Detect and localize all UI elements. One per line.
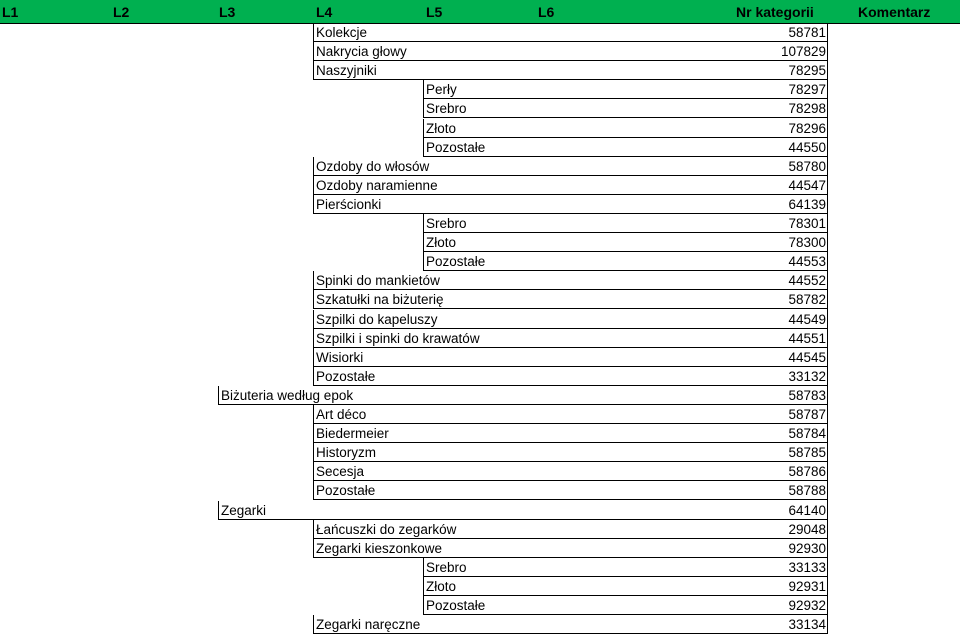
table-row xyxy=(0,405,960,424)
table-row xyxy=(0,481,960,500)
category-number[interactable]: 44547 xyxy=(788,177,826,193)
category-name[interactable]: Szpilki do kapeluszy xyxy=(313,310,828,329)
table-row xyxy=(0,195,960,214)
category-number[interactable]: 78298 xyxy=(788,101,826,117)
table-row xyxy=(0,42,960,61)
category-name[interactable]: Zegarki naręczne xyxy=(313,615,828,634)
category-name[interactable]: Pozostałe xyxy=(423,596,828,615)
category-number[interactable]: 58785 xyxy=(788,445,826,461)
category-name[interactable]: Art déco xyxy=(313,405,828,424)
category-number[interactable]: 92931 xyxy=(788,578,826,594)
category-name[interactable]: Złoto xyxy=(423,233,828,252)
category-name[interactable]: Pozostałe xyxy=(423,138,828,157)
table-row xyxy=(0,443,960,462)
category-number[interactable]: 107829 xyxy=(780,44,826,60)
column-border xyxy=(827,23,828,634)
table-row xyxy=(0,596,960,615)
table-row xyxy=(0,214,960,233)
category-number[interactable]: 78301 xyxy=(788,216,826,231)
category-number[interactable]: 92930 xyxy=(788,540,826,556)
category-name[interactable]: Perły xyxy=(423,80,828,99)
category-name[interactable]: Kolekcje xyxy=(313,23,828,42)
header-komentarz[interactable]: Komentarz xyxy=(858,4,931,20)
category-name[interactable]: Pozostałe xyxy=(313,481,828,500)
category-number[interactable]: 58784 xyxy=(788,426,826,442)
table-row xyxy=(0,138,960,157)
table-row xyxy=(0,310,960,329)
category-name[interactable]: Szpilki i spinki do krawatów xyxy=(313,329,828,348)
category-name[interactable]: Pozostałe xyxy=(313,367,828,386)
header-row xyxy=(0,0,960,24)
category-name[interactable]: Wisiorki xyxy=(313,348,828,367)
header-l6[interactable]: L6 xyxy=(538,4,555,20)
category-number[interactable]: 33134 xyxy=(788,617,826,633)
category-number[interactable]: 64139 xyxy=(788,196,826,212)
category-number[interactable]: 33133 xyxy=(788,559,826,575)
table-row xyxy=(0,252,960,271)
category-name[interactable]: Naszyjniki xyxy=(313,61,828,80)
category-number[interactable]: 78296 xyxy=(788,120,826,136)
category-number[interactable]: 78297 xyxy=(788,82,826,98)
category-name[interactable]: Pierścionki xyxy=(313,195,828,214)
header-l3[interactable]: L3 xyxy=(219,4,236,20)
category-name[interactable]: Srebro xyxy=(423,558,828,577)
category-name[interactable]: Złoto xyxy=(423,119,828,138)
category-number[interactable]: 64140 xyxy=(788,502,826,518)
table-row xyxy=(0,558,960,577)
table-row xyxy=(0,99,960,118)
category-number[interactable]: 44552 xyxy=(788,273,826,289)
category-number[interactable]: 44550 xyxy=(788,139,826,155)
category-number[interactable]: 44551 xyxy=(788,330,826,346)
category-number[interactable]: 58787 xyxy=(788,407,826,422)
category-number[interactable]: 33132 xyxy=(788,368,826,384)
table-row xyxy=(0,233,960,252)
table-row xyxy=(0,329,960,348)
table-row xyxy=(0,577,960,596)
category-name[interactable]: Złoto xyxy=(423,577,828,596)
table-row xyxy=(0,80,960,99)
table-row xyxy=(0,61,960,80)
category-name[interactable]: Srebro xyxy=(423,99,828,118)
category-name[interactable]: Biżuteria według epok xyxy=(218,386,828,405)
header-nr-kategorii[interactable]: Nr kategorii xyxy=(736,4,814,20)
category-name[interactable]: Pozostałe xyxy=(423,252,828,271)
table-row xyxy=(0,176,960,195)
category-number[interactable]: 58783 xyxy=(788,387,826,403)
header-l4[interactable]: L4 xyxy=(316,4,333,20)
category-number[interactable]: 58781 xyxy=(788,25,826,40)
category-name[interactable]: Spinki do mankietów xyxy=(313,271,828,290)
table-row xyxy=(0,501,960,520)
table-row xyxy=(0,539,960,558)
category-name[interactable]: Szkatułki na biżuterię xyxy=(313,290,828,309)
table-row xyxy=(0,23,960,42)
category-number[interactable]: 78295 xyxy=(788,63,826,79)
table-row xyxy=(0,290,960,309)
header-l1[interactable]: L1 xyxy=(2,4,19,20)
table-row xyxy=(0,119,960,138)
header-l2[interactable]: L2 xyxy=(113,4,130,20)
table-row xyxy=(0,615,960,634)
category-number[interactable]: 92932 xyxy=(788,598,826,613)
category-number[interactable]: 78300 xyxy=(788,235,826,251)
category-name[interactable]: Zegarki kieszonkowe xyxy=(313,539,828,558)
category-number[interactable]: 44545 xyxy=(788,349,826,365)
table-row xyxy=(0,386,960,405)
category-name[interactable]: Nakrycia głowy xyxy=(313,42,828,61)
category-name[interactable]: Łańcuszki do zegarków xyxy=(313,520,828,539)
category-number[interactable]: 29048 xyxy=(788,521,826,537)
category-name[interactable]: Biedermeier xyxy=(313,424,828,443)
category-name[interactable]: Zegarki xyxy=(218,501,828,520)
category-name[interactable]: Ozdoby naramienne xyxy=(313,176,828,195)
category-number[interactable]: 58788 xyxy=(788,483,826,499)
category-name[interactable]: Secesja xyxy=(313,462,828,481)
table-row xyxy=(0,424,960,443)
category-name[interactable]: Historyzm xyxy=(313,443,828,462)
header-l5[interactable]: L5 xyxy=(426,4,443,20)
table-row xyxy=(0,348,960,367)
category-number[interactable]: 58782 xyxy=(788,292,826,308)
table-row xyxy=(0,520,960,539)
category-number[interactable]: 58780 xyxy=(788,158,826,174)
table-row xyxy=(0,367,960,386)
category-number[interactable]: 44553 xyxy=(788,254,826,270)
table-row xyxy=(0,157,960,176)
category-name[interactable]: Ozdoby do włosów xyxy=(313,157,828,176)
table-row xyxy=(0,462,960,481)
category-name[interactable]: Srebro xyxy=(423,214,828,233)
category-number[interactable]: 58786 xyxy=(788,464,826,480)
table-row xyxy=(0,271,960,290)
category-number[interactable]: 44549 xyxy=(788,311,826,327)
